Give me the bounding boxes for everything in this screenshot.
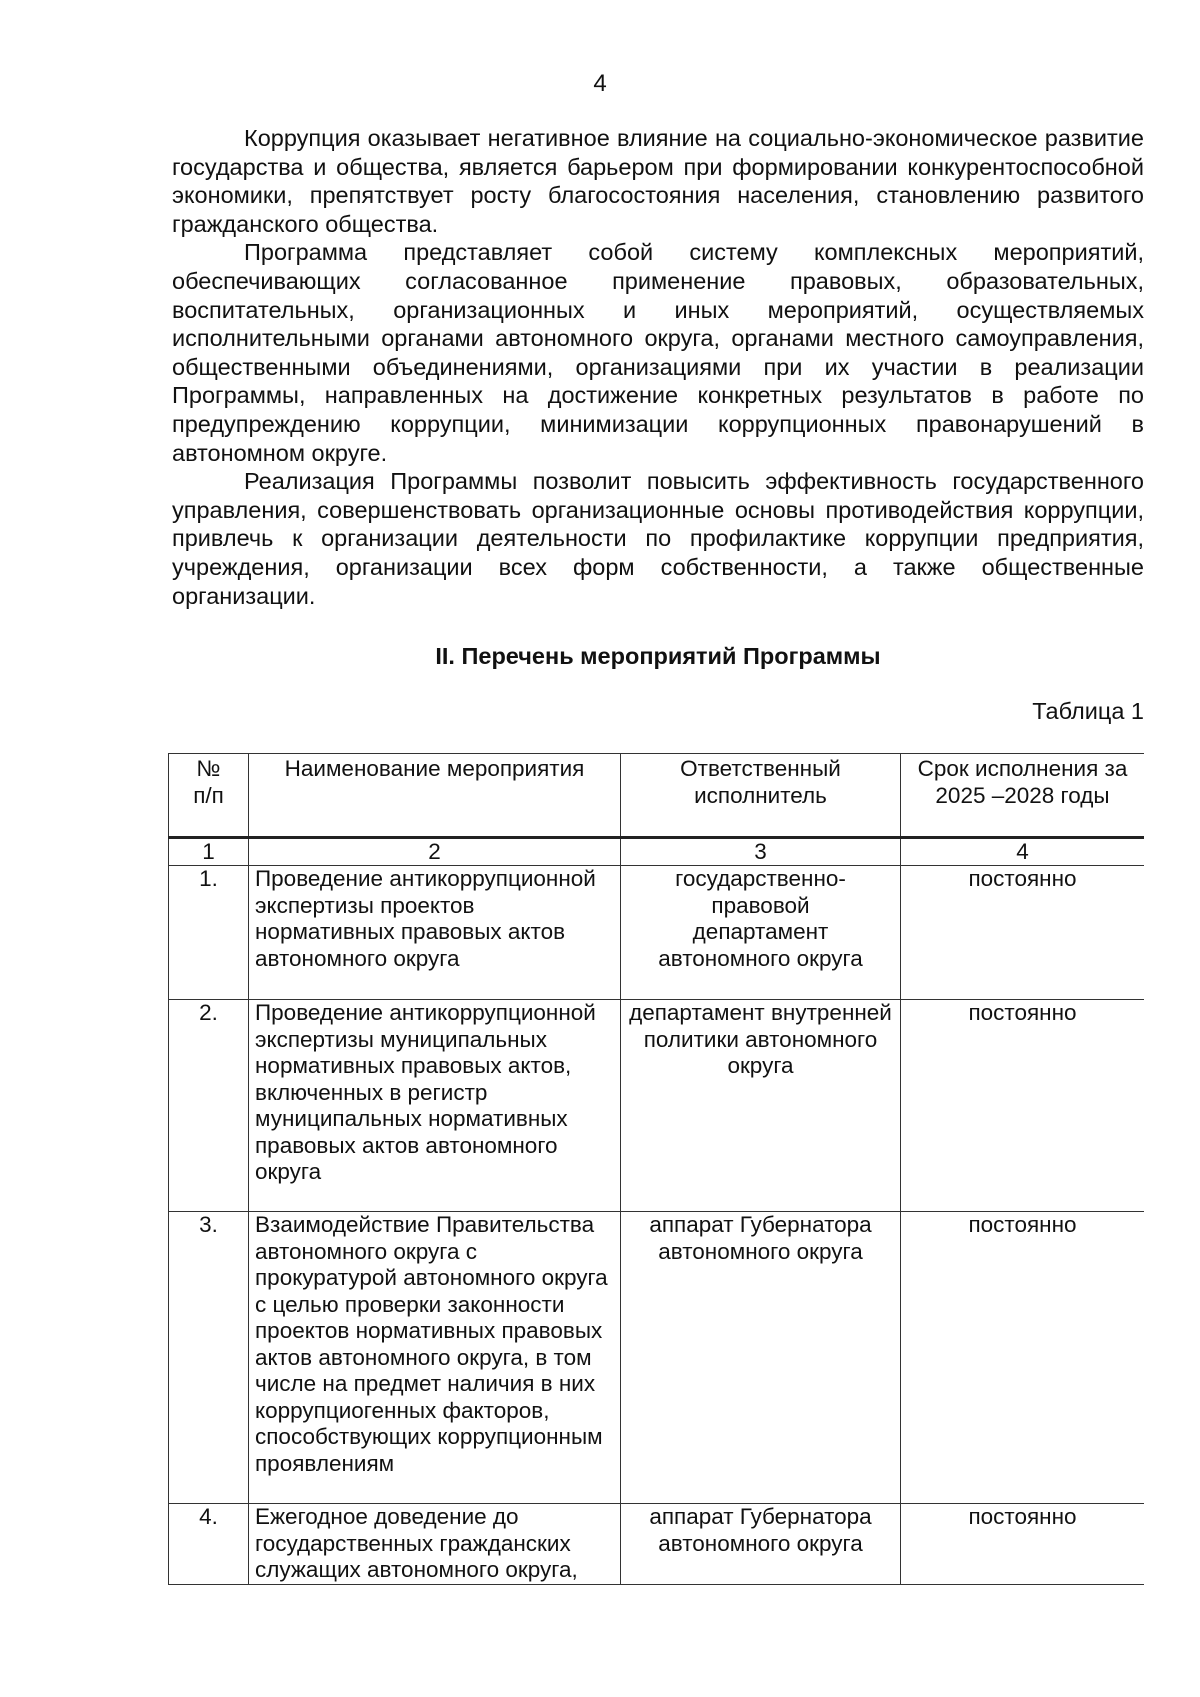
column-number: 1 xyxy=(169,838,249,866)
row-term: постоянно xyxy=(901,1212,1145,1504)
header-term xyxy=(901,754,1145,838)
row-executor: департамент внутренней политики автономного округа xyxy=(621,1000,901,1212)
header-name: Наименование мероприятия xyxy=(249,754,621,838)
header-term-text: Срок исполнения за 2025 –2028 годы xyxy=(917,756,1128,808)
column-numbers-row xyxy=(169,838,1145,866)
paragraph-program-description: Программа представляет собой систему комплексных мероприятий, обеспечивающих согласованное применение правовых, образовательных, воспитательных, организационных и иных мероприятий, осуществляемых исполнительными органами автономного округа, органами местного самоуправления, общественными объединениями, организациями при их участии в реализации Программы, направленных на достижение конкретных результатов в работе по предупреждению коррупции, минимизации коррупционных правонарушений в автономном округе. xyxy=(172,239,1144,466)
header-executor xyxy=(621,754,901,838)
table-row xyxy=(169,1504,1145,1585)
header-num-text: № п/п xyxy=(193,756,224,808)
column-number: 3 xyxy=(621,838,901,866)
row-executor xyxy=(621,866,901,1000)
header-num xyxy=(169,754,249,838)
table-header-row xyxy=(169,754,1145,838)
row-name: Ежегодное доведение до государственных гражданских служащих автономного округа, xyxy=(249,1504,621,1585)
row-executor: аппарат Губернатора автономного округа xyxy=(621,1212,901,1504)
section-heading: II. Перечень мероприятий Программы xyxy=(435,643,881,669)
table-row xyxy=(169,1212,1145,1504)
row-executor: аппарат Губернатора автономного округа xyxy=(621,1504,901,1585)
column-number: 2 xyxy=(249,838,621,866)
paragraph-corruption-impact: Коррупция оказывает негативное влияние на социально-экономическое развитие государства и общества, является барьером при формировании конкурентоспособной экономики, препятствует росту благосостояния населения, становлению развитого гражданского общества. xyxy=(172,125,1144,237)
row-num: 1. xyxy=(169,866,249,1000)
measures-table xyxy=(168,753,1144,1585)
row-name: Проведение антикоррупционной экспертизы проектов нормативных правовых актов автономного округа xyxy=(249,866,621,1000)
page-number: 4 xyxy=(593,70,607,97)
paragraph-program-implementation: Реализация Программы позволит повысить эффективность государственного управления, совершенствовать организационные основы противодействия коррупции, привлечь к организации деятельности по профилактике коррупции предприятия, учреждения, организации всех форм собственности, а также общественные организации. xyxy=(172,468,1144,609)
body-text xyxy=(172,124,1144,610)
row-num: 3. xyxy=(169,1212,249,1504)
header-executor-text: Ответственный исполнитель xyxy=(680,756,841,808)
row-name: Взаимодействие Правительства автономного округа с прокуратурой автономного округа с целью проверки законности проектов нормативных правовых актов автономного округа, в том числе на предмет наличия в них коррупциогенных факторов, способствующих коррупционным проявлениям xyxy=(249,1212,621,1504)
column-number: 4 xyxy=(901,838,1145,866)
row-num: 4. xyxy=(169,1504,249,1585)
row-num: 2. xyxy=(169,1000,249,1212)
row-executor-text: государственно-правовой департамент автономного округа xyxy=(658,866,863,971)
table-caption: Таблица 1 xyxy=(1032,698,1144,724)
row-term: постоянно xyxy=(901,1504,1145,1585)
table-row xyxy=(169,866,1145,1000)
row-name: Проведение антикоррупционной экспертизы муниципальных нормативных правовых актов, включенных в регистр муниципальных нормативных правовых актов автономного округа xyxy=(249,1000,621,1212)
measures-table-container xyxy=(168,753,1144,1591)
row-term: постоянно xyxy=(901,1000,1145,1212)
table-row xyxy=(169,1000,1145,1212)
row-term: постоянно xyxy=(901,866,1145,1000)
